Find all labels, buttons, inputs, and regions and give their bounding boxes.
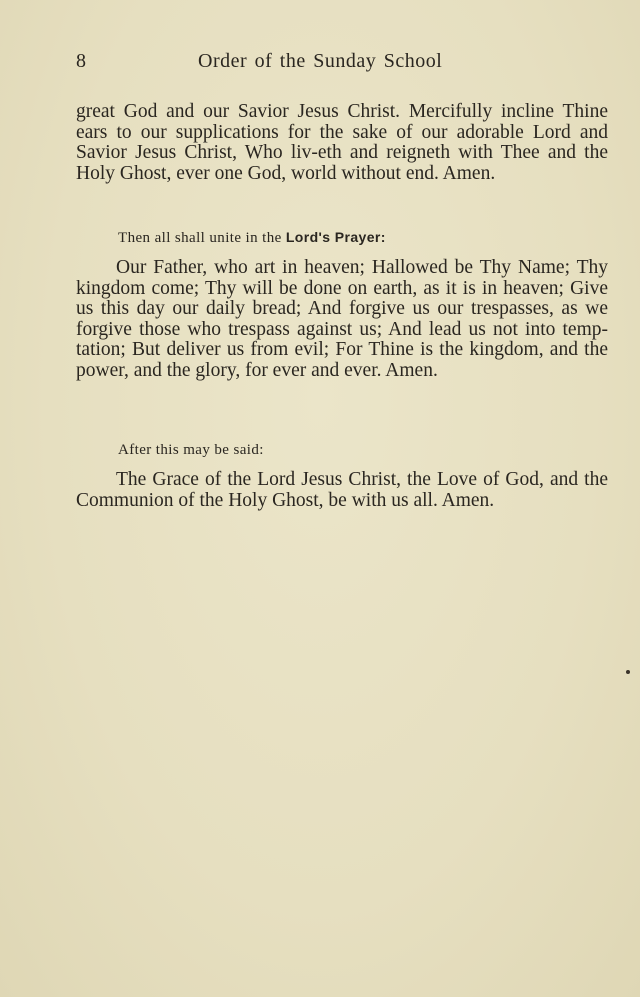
paper-speck [626, 670, 630, 674]
lords-prayer-rubric-bold: Lord's Prayer: [285, 229, 386, 245]
grace-rubric: After this may be said: [118, 442, 264, 458]
closing-prayer-paragraph: great God and our Savior Jesus Christ. Mercifully incline Thine ears to our supplications for the sake of our adorable Lord and Savior Jesus Christ, Who liv-eth and reigneth with Thee and the Holy Ghost, ever one God, world without end. Amen. [76, 101, 608, 184]
page-number: 8 [76, 50, 87, 72]
lords-prayer-paragraph: Our Father, who art in heaven; Hallowed be Thy Name; Thy kingdom come; Thy will be done on earth, as it is in heaven; Give us this day our daily bread; And forgive us our trespasses, as we forgive those who trespass against us; And lead us not into temp-tation; But deliver us from evil; For Thine is the kingdom, and the power, and the glory, for ever and ever. Amen. [76, 257, 608, 381]
lords-prayer-rubric [118, 229, 386, 247]
lords-prayer-rubric-text: Then all shall unite in the [118, 230, 282, 246]
running-head: Order of the Sunday School [198, 50, 443, 72]
page-header [76, 50, 608, 78]
grace-paragraph: The Grace of the Lord Jesus Christ, the Love of God, and the Communion of the Holy Ghost, be with us all. Amen. [76, 469, 608, 511]
